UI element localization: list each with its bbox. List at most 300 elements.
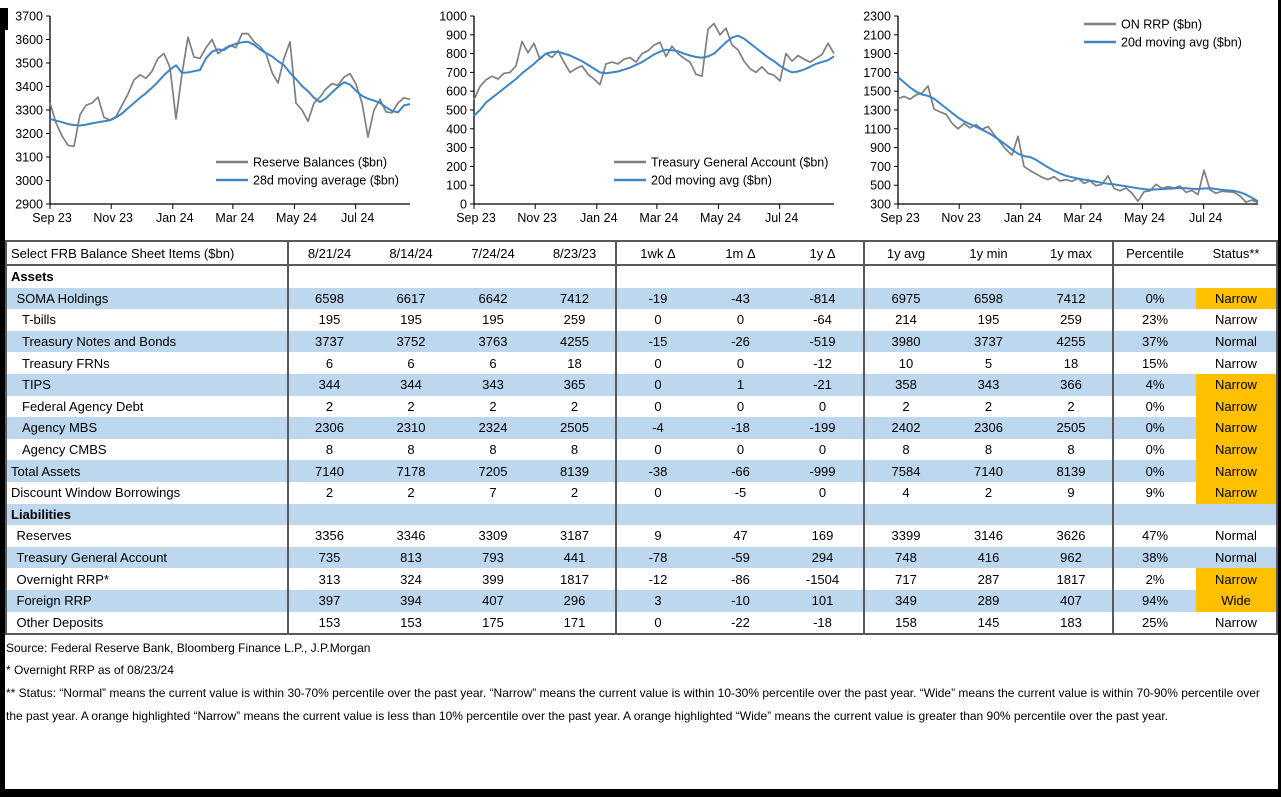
table-row (6, 460, 1277, 482)
value-cell: 313 (288, 568, 370, 590)
y-tick-label: 3200 (15, 127, 43, 141)
value-cell: 717 (864, 568, 947, 590)
value-cell (370, 265, 452, 288)
value-cell: 0 (736, 398, 745, 414)
x-tick-label: Nov 23 (941, 211, 982, 225)
y-tick-label: 300 (446, 141, 467, 156)
table-header-row (6, 241, 1277, 265)
status-cell: Narrow (1196, 288, 1277, 310)
table-row (6, 525, 1277, 547)
value-cell: -1504 (805, 571, 840, 587)
x-tick-label: Jul 24 (764, 211, 799, 225)
column-header: 1y Δ (782, 241, 864, 265)
value-cell: 441 (534, 547, 616, 569)
value-cell (864, 265, 947, 288)
value-cell: 0 (616, 309, 699, 331)
value-cell: 6598 (947, 288, 1030, 310)
column-header: 7/24/24 (452, 241, 534, 265)
y-tick-label: 1300 (863, 103, 891, 118)
value-cell: 296 (534, 590, 616, 612)
row-label: Foreign RRP (6, 590, 288, 612)
value-cell: 3737 (947, 331, 1030, 353)
value-cell: 0 (818, 442, 827, 458)
table-row (6, 396, 1277, 418)
value-cell: 0 (616, 374, 699, 396)
value-cell: 1 (699, 374, 782, 396)
y-tick-label: 3100 (15, 150, 43, 165)
value-cell: 2 (864, 396, 947, 418)
value-cell: 38% (1113, 547, 1196, 569)
row-label: Agency CMBS (22, 442, 107, 458)
y-tick-label: 800 (446, 47, 467, 62)
value-cell (616, 265, 699, 288)
value-cell: 2 (984, 398, 993, 414)
value-cell: 399 (482, 571, 504, 587)
value-cell: 7140 (947, 460, 1030, 482)
value-cell: 0 (616, 612, 699, 635)
column-header: 1y max (1030, 241, 1113, 265)
value-cell: 8 (864, 439, 947, 461)
value-cell: -5 (734, 485, 747, 501)
value-cell: 3980 (864, 331, 947, 353)
value-cell: 37% (1113, 331, 1196, 353)
value-cell (699, 504, 782, 526)
y-tick-label: 600 (446, 84, 467, 99)
value-cell: 4255 (534, 331, 616, 353)
row-label: Overnight RRP* (16, 571, 109, 587)
row-label: Treasury FRNs (22, 355, 110, 371)
value-cell: 6 (489, 355, 497, 371)
value-cell: 0% (1113, 417, 1196, 439)
value-cell: 7412 (534, 288, 616, 310)
value-cell: 183 (1060, 614, 1082, 630)
treasury-general-account-series-line (474, 36, 834, 116)
value-cell: 10 (864, 352, 947, 374)
value-cell: 2 (984, 485, 993, 501)
y-tick-label: 2300 (863, 9, 891, 24)
treasury-general-account-svg (428, 4, 852, 234)
row-label: Treasury Notes and Bonds (6, 331, 288, 353)
status-cell: Narrow (1196, 460, 1277, 482)
value-cell: 6 (288, 352, 370, 374)
value-cell: 735 (288, 547, 370, 569)
table-row (6, 482, 1277, 504)
value-cell: -999 (782, 460, 864, 482)
value-cell: 1817 (560, 571, 589, 587)
value-cell: 94% (1113, 590, 1196, 612)
x-tick-label: Jan 24 (579, 211, 618, 225)
value-cell: 47 (733, 528, 748, 544)
page-frame-bottom (0, 789, 1281, 797)
value-cell (947, 265, 1030, 288)
value-cell: 3763 (452, 331, 534, 353)
value-cell: 407 (1030, 590, 1113, 612)
value-cell: -199 (782, 417, 864, 439)
value-cell: -15 (616, 331, 699, 353)
x-tick-label: May 24 (1123, 211, 1165, 225)
y-tick-label: 2100 (863, 28, 891, 43)
value-cell: 294 (782, 547, 864, 569)
value-cell: -4 (616, 417, 699, 439)
value-cell: 4 (864, 482, 947, 504)
value-cell: 2 (407, 485, 415, 501)
treasury-general-account-chart (428, 4, 852, 236)
value-cell: 2 (288, 396, 370, 418)
table-row (6, 612, 1277, 635)
value-cell: 2% (1113, 568, 1196, 590)
row-label: Treasury General Account (6, 547, 288, 569)
y-tick-label: 3300 (15, 103, 43, 118)
on-rrp-svg (852, 4, 1276, 234)
x-tick-label: Mar 24 (215, 211, 255, 225)
value-cell: 2505 (534, 417, 616, 439)
value-cell: -78 (616, 547, 699, 569)
value-cell: 9 (1067, 485, 1075, 501)
row-label: Federal Agency Debt (22, 398, 144, 414)
y-tick-label: 1100 (864, 122, 891, 137)
value-cell: 2 (489, 398, 497, 414)
value-cell: -38 (616, 460, 699, 482)
status-cell: Narrow (1215, 312, 1257, 328)
value-cell: 349 (864, 590, 947, 612)
value-cell: -12 (813, 355, 832, 371)
y-tick-label: 300 (870, 197, 891, 212)
column-header: Status** (1196, 241, 1277, 265)
value-cell: 3626 (1056, 528, 1086, 544)
value-cell (947, 504, 1030, 526)
value-cell: -64 (813, 312, 832, 328)
value-cell: 394 (370, 590, 452, 612)
row-label: Other Deposits (16, 614, 104, 630)
value-cell: 0% (1113, 460, 1196, 482)
on-rrp-series-line (898, 86, 1258, 203)
value-cell: 2306 (288, 417, 370, 439)
value-cell: 195 (400, 312, 422, 328)
value-cell: 2324 (452, 417, 534, 439)
value-cell: 2 (570, 398, 579, 414)
column-header: 8/14/24 (370, 241, 452, 265)
on-rrp-series-line (898, 77, 1258, 201)
row-label: Total Assets (6, 460, 288, 482)
y-tick-label: 700 (446, 65, 467, 80)
value-cell: 145 (977, 614, 1000, 630)
value-cell: 962 (1030, 547, 1113, 569)
value-cell: 7584 (864, 460, 947, 482)
value-cell: 195 (977, 312, 1000, 328)
status-cell: Narrow (1196, 482, 1277, 504)
value-cell: 3752 (370, 331, 452, 353)
row-label: TIPS (6, 374, 288, 396)
on-rrp-chart (852, 4, 1276, 236)
value-cell: 15% (1113, 352, 1196, 374)
value-cell: 171 (563, 614, 586, 630)
value-cell: -43 (699, 288, 782, 310)
value-cell (1030, 504, 1113, 526)
value-cell: 8 (570, 442, 579, 458)
value-cell (534, 504, 616, 526)
value-cell: 289 (947, 590, 1030, 612)
table-row (6, 417, 1277, 439)
treasury-general-account-series-line (474, 24, 834, 100)
value-cell: 6975 (864, 288, 947, 310)
value-cell: 0 (818, 485, 827, 501)
row-label: Reserves (16, 528, 72, 544)
column-header: 1y avg (864, 241, 947, 265)
value-cell: 6 (407, 355, 415, 371)
x-tick-label: May 24 (699, 211, 741, 225)
value-cell: 0 (616, 396, 699, 418)
value-cell: 365 (534, 374, 616, 396)
value-cell: 169 (811, 528, 834, 544)
x-tick-label: Nov 23 (93, 211, 134, 225)
value-cell: 8139 (534, 460, 616, 482)
y-tick-label: 1900 (863, 47, 891, 62)
value-cell: -59 (699, 547, 782, 569)
value-cell: 7412 (1030, 288, 1113, 310)
value-cell: 7140 (288, 460, 370, 482)
value-cell: 7178 (370, 460, 452, 482)
status-cell: Narrow (1196, 374, 1277, 396)
value-cell: 2 (570, 485, 579, 501)
y-tick-label: 3500 (15, 56, 43, 71)
x-tick-label: Nov 23 (517, 211, 558, 225)
value-cell: 18 (567, 355, 582, 371)
value-cell (1113, 265, 1196, 288)
value-cell: 407 (452, 590, 534, 612)
y-tick-label: 3400 (15, 80, 43, 94)
value-cell: 366 (1030, 374, 1113, 396)
value-cell: 158 (864, 612, 947, 635)
table-row (6, 288, 1277, 310)
row-label: T-bills (22, 312, 56, 328)
value-cell: 0 (736, 355, 745, 371)
value-cell: 6642 (452, 288, 534, 310)
column-header: 1m Δ (699, 241, 782, 265)
y-tick-label: 1700 (863, 65, 891, 80)
column-header: 8/21/24 (288, 241, 370, 265)
status-cell: Normal (1196, 331, 1277, 353)
value-cell: 0 (818, 398, 827, 414)
value-cell: 259 (1060, 312, 1082, 328)
value-cell: -26 (699, 331, 782, 353)
row-label: Liabilities (6, 504, 288, 526)
x-tick-label: Jan 24 (155, 211, 194, 225)
value-cell: 748 (864, 547, 947, 569)
legend-label: ON RRP ($bn) (1121, 17, 1203, 32)
value-cell (452, 265, 534, 288)
value-cell: 8 (984, 442, 993, 458)
legend-label: Treasury General Account ($bn) (651, 155, 829, 170)
value-cell: 343 (947, 374, 1030, 396)
legend-label: 28d moving average ($bn) (253, 173, 399, 188)
value-cell: -18 (699, 417, 782, 439)
value-cell: 397 (288, 590, 370, 612)
legend-label: 20d moving avg ($bn) (651, 173, 772, 188)
column-header: 1wk Δ (616, 241, 699, 265)
value-cell: 7 (489, 485, 497, 501)
value-cell: 9 (616, 525, 699, 547)
value-cell (1113, 504, 1196, 526)
value-cell: 195 (482, 312, 504, 328)
section-row (6, 504, 1277, 526)
value-cell: 2505 (1030, 417, 1113, 439)
value-cell (452, 504, 534, 526)
value-cell: 4% (1113, 374, 1196, 396)
y-tick-label: 900 (446, 28, 467, 43)
value-cell: 6598 (288, 288, 370, 310)
value-cell (782, 504, 864, 526)
y-tick-label: 700 (870, 159, 891, 174)
value-cell: 5 (984, 355, 993, 371)
value-cell: 4255 (1030, 331, 1113, 353)
value-cell: 3356 (288, 525, 370, 547)
column-header: 1y min (947, 241, 1030, 265)
value-cell: -86 (731, 571, 750, 587)
status-cell: Narrow (1196, 396, 1277, 418)
y-tick-label: 400 (446, 122, 467, 137)
value-cell (616, 504, 699, 526)
y-tick-label: 0 (460, 197, 467, 212)
value-cell: 214 (864, 309, 947, 331)
value-cell: 153 (400, 614, 422, 630)
column-header: 8/23/23 (534, 241, 616, 265)
status-cell (1196, 504, 1277, 526)
column-header: Percentile (1113, 241, 1196, 265)
status-cell: Normal (1215, 528, 1257, 544)
x-tick-label: Jul 24 (340, 211, 375, 225)
table-row (6, 331, 1277, 353)
x-tick-label: Jan 24 (1003, 211, 1042, 225)
status-cell (1196, 265, 1277, 288)
value-cell: 3 (616, 590, 699, 612)
balance-sheet-table (5, 240, 1278, 635)
table-row (6, 547, 1277, 569)
value-cell: 2 (288, 482, 370, 504)
value-cell: 0% (1113, 288, 1196, 310)
value-cell: 23% (1113, 309, 1196, 331)
y-tick-label: 500 (446, 103, 467, 118)
y-tick-label: 1000 (439, 9, 467, 24)
value-cell: 195 (288, 309, 370, 331)
value-cell (288, 265, 370, 288)
value-cell: 7205 (452, 460, 534, 482)
value-cell: 2310 (370, 417, 452, 439)
value-cell: -22 (731, 614, 750, 630)
x-tick-label: Sep 23 (32, 211, 72, 225)
status-cell: Narrow (1196, 417, 1277, 439)
value-cell: 47% (1113, 525, 1196, 547)
status-cell: Narrow (1196, 568, 1277, 590)
row-label: Assets (11, 269, 54, 285)
y-tick-label: 100 (446, 178, 467, 193)
row-label: SOMA Holdings (6, 288, 288, 310)
value-cell: 343 (452, 374, 534, 396)
value-cell: 416 (947, 547, 1030, 569)
table-row (6, 590, 1277, 612)
value-cell: 8 (288, 439, 370, 461)
y-tick-label: 2900 (15, 197, 43, 212)
table-row (6, 309, 1277, 331)
status-cell: Narrow (1215, 355, 1257, 371)
value-cell: 8 (1067, 442, 1075, 458)
row-label: Agency MBS (6, 417, 288, 439)
source-note: Source: Federal Reserve Bank, Bloomberg Finance L.P., J.P.Morgan (6, 641, 371, 655)
value-cell: 18 (1063, 355, 1079, 371)
value-cell: 0% (1113, 396, 1196, 418)
value-cell: 793 (452, 547, 534, 569)
legend-label: Reserve Balances ($bn) (253, 155, 388, 170)
footnotes (6, 637, 1276, 728)
value-cell: 3737 (288, 331, 370, 353)
value-cell: 2 (1067, 398, 1075, 414)
x-tick-label: Mar 24 (639, 211, 679, 225)
value-cell: 0 (736, 442, 745, 458)
x-tick-label: Sep 23 (456, 211, 496, 225)
value-cell (288, 504, 370, 526)
value-cell: -10 (699, 590, 782, 612)
value-cell (370, 504, 452, 526)
value-cell: 101 (782, 590, 864, 612)
value-cell: 8139 (1030, 460, 1113, 482)
status-cell: Wide (1196, 590, 1277, 612)
y-tick-label: 900 (870, 141, 891, 156)
reserve-balances-chart (4, 4, 428, 236)
value-cell: -19 (616, 288, 699, 310)
value-cell: 0 (616, 482, 699, 504)
section-row (6, 265, 1277, 288)
value-cell: 344 (370, 374, 452, 396)
value-cell: -814 (782, 288, 864, 310)
value-cell (534, 265, 616, 288)
value-cell: 175 (482, 614, 504, 630)
y-tick-label: 3700 (15, 9, 43, 24)
y-tick-label: 200 (446, 159, 467, 174)
value-cell: 153 (288, 612, 370, 635)
status-cell: Normal (1196, 547, 1277, 569)
value-cell: 3187 (560, 528, 589, 544)
value-cell: 2 (407, 398, 415, 414)
value-cell: 8 (407, 442, 415, 458)
balance-sheet-table-wrap (5, 240, 1278, 635)
table-row (6, 439, 1277, 461)
value-cell: 8 (489, 442, 497, 458)
value-cell (699, 265, 782, 288)
value-cell: 344 (288, 374, 370, 396)
value-cell: -519 (782, 331, 864, 353)
value-cell: 1817 (1056, 571, 1086, 587)
status-cell: Narrow (1196, 439, 1277, 461)
value-cell: -18 (813, 614, 832, 630)
value-cell: 0 (736, 312, 745, 328)
value-cell: 0 (616, 352, 699, 374)
value-cell (782, 265, 864, 288)
value-cell: 9% (1113, 482, 1196, 504)
value-cell: 358 (864, 374, 947, 396)
value-cell (1030, 265, 1113, 288)
legend-label: 20d moving avg ($bn) (1121, 35, 1242, 50)
value-cell: 0 (616, 439, 699, 461)
x-tick-label: Jul 24 (1188, 211, 1223, 225)
value-cell: 2306 (947, 417, 1030, 439)
status-definition-note: ** Status: “Normal” means the current value is within 30-70% percentile over the past year. “Narrow” means the current value is within 10-30% percentile over the past year. “Wide” means the current value is within 70-90% percentile over the past year. A orange highlighted “Narrow” means the current value is less than 10% percentile over the past year. A orange highlighted “Wide” means the current value is greater than 90% percentile over the past year. (6, 686, 1260, 723)
value-cell: 3399 (864, 525, 947, 547)
value-cell: 3346 (396, 528, 426, 544)
value-cell (864, 504, 947, 526)
y-tick-label: 3000 (15, 174, 43, 188)
value-cell: -66 (699, 460, 782, 482)
x-tick-label: Mar 24 (1063, 211, 1103, 225)
table-row (6, 374, 1277, 396)
